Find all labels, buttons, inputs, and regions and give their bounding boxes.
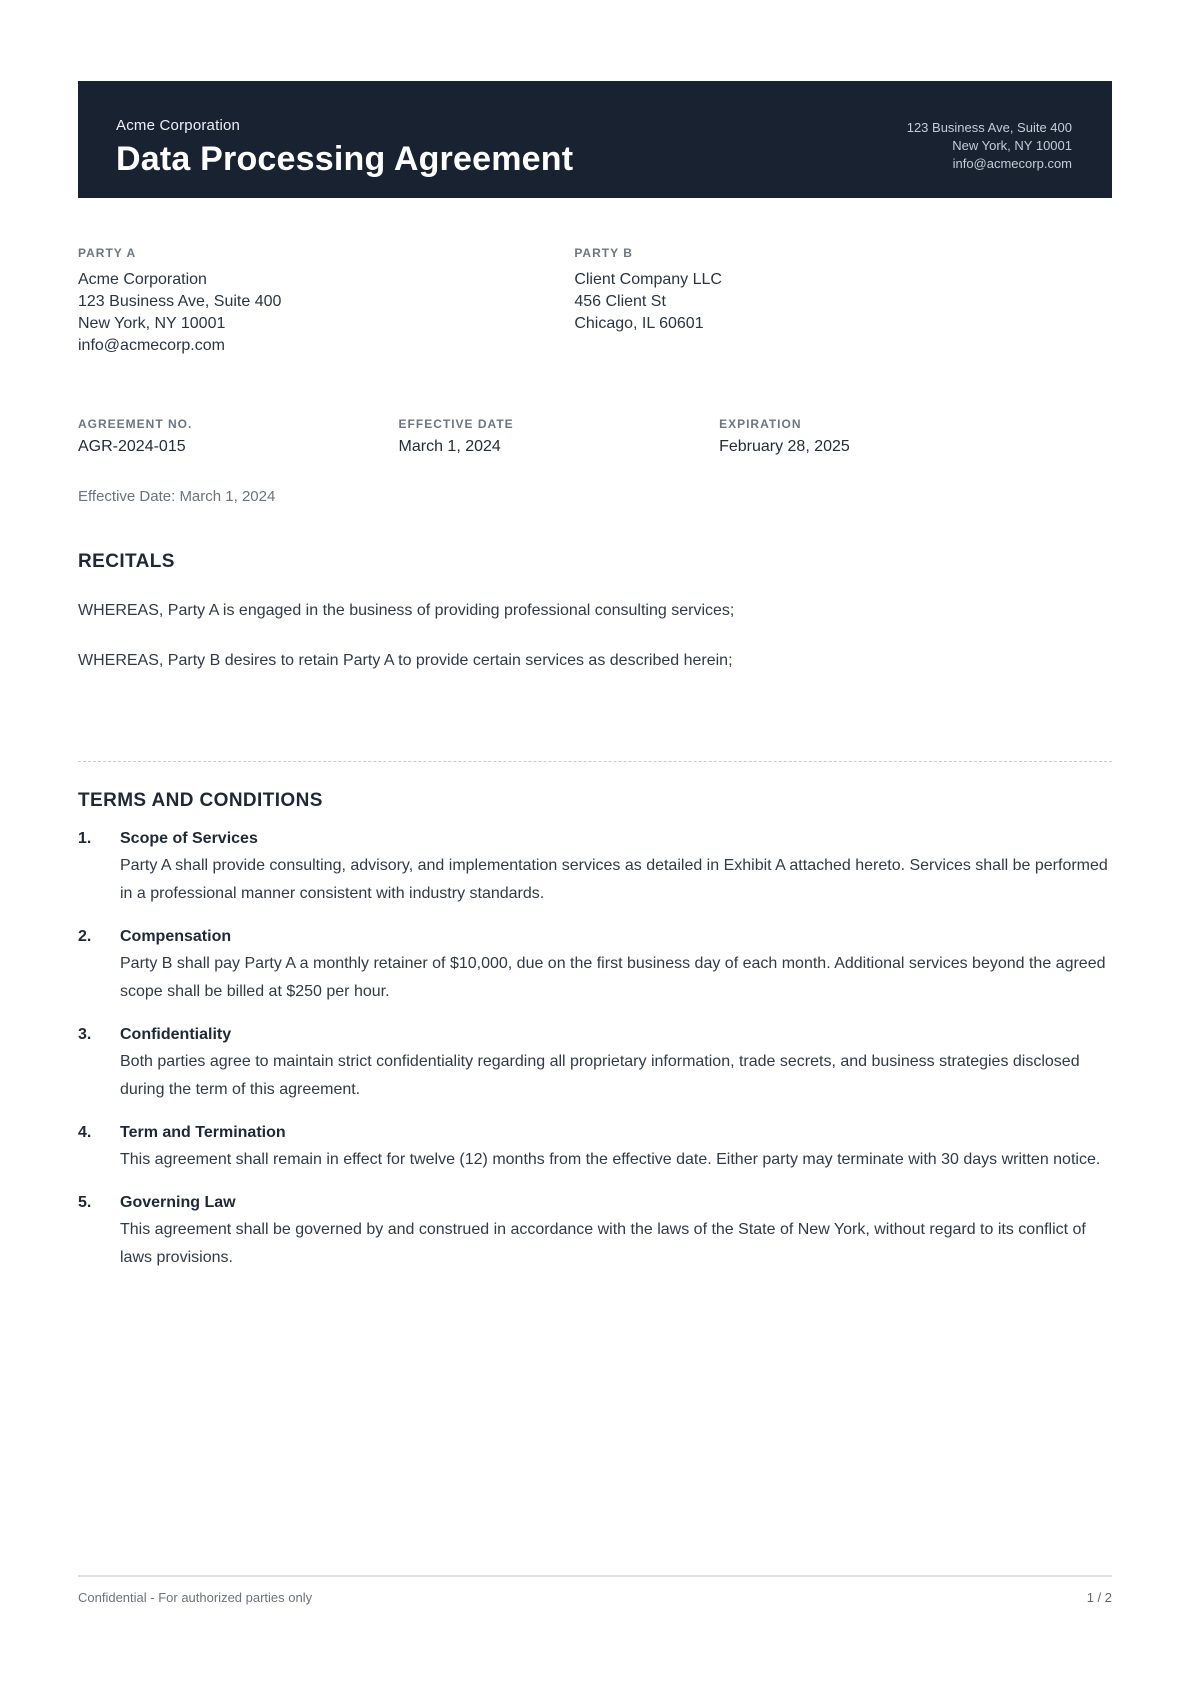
term-body: This agreement shall remain in effect for twelve (12) months from the effective date. Either party may terminate with 30 days written notice. bbox=[120, 1151, 1101, 1169]
recital-paragraph: WHEREAS, Party B desires to retain Party A to provide certain services as described herein; bbox=[78, 652, 733, 670]
effective-date-label: EFFECTIVE DATE bbox=[398, 417, 514, 432]
term-item-compensation bbox=[78, 926, 1112, 1006]
term-title: Scope of Services bbox=[120, 830, 258, 848]
header-address bbox=[907, 117, 1072, 174]
effective-date-cell bbox=[399, 417, 720, 456]
page-number: 1 / 2 bbox=[1086, 1590, 1112, 1605]
header-left bbox=[116, 117, 573, 178]
term-title: Compensation bbox=[120, 928, 232, 946]
confidentiality-notice: Confidential - For authorized parties only bbox=[78, 1590, 313, 1605]
party-a-block bbox=[78, 246, 574, 357]
term-body: Party B shall pay Party A a monthly retainer of $10,000, due on the first business day of each month. Additional services beyond the agreed scope shall be billed at $250 per hour. bbox=[120, 955, 1106, 1001]
term-number: 4. bbox=[78, 1124, 92, 1142]
party-a-name: Acme Corporation bbox=[78, 271, 207, 289]
effective-date-note: Effective Date: March 1, 2024 bbox=[78, 488, 276, 506]
term-title: Governing Law bbox=[120, 1194, 236, 1212]
address-line: info@acmecorp.com bbox=[952, 156, 1072, 172]
expiration-cell bbox=[719, 417, 1040, 456]
effective-date-value: March 1, 2024 bbox=[398, 438, 501, 456]
term-item-governing-law bbox=[78, 1192, 1112, 1272]
agreement-meta-section bbox=[78, 417, 1112, 456]
term-body: This agreement shall be governed by and construed in accordance with the laws of the State of New York, without regard to its conflict of laws provisions. bbox=[120, 1221, 1086, 1267]
party-b-city: Chicago, IL 60601 bbox=[574, 315, 704, 333]
term-item-termination bbox=[78, 1122, 1112, 1174]
term-title: Confidentiality bbox=[120, 1026, 232, 1044]
term-number: 2. bbox=[78, 928, 92, 946]
agreement-number-label: AGREEMENT NO. bbox=[78, 417, 193, 432]
term-number: 1. bbox=[78, 830, 92, 848]
document-header bbox=[78, 81, 1112, 198]
address-line: New York, NY 10001 bbox=[952, 138, 1072, 154]
party-b-block bbox=[574, 246, 1112, 357]
terms-heading: TERMS AND CONDITIONS bbox=[78, 790, 323, 812]
recital-paragraph: WHEREAS, Party A is engaged in the business of providing professional consulting services; bbox=[78, 602, 735, 620]
expiration-value: February 28, 2025 bbox=[719, 438, 850, 456]
party-a-city: New York, NY 10001 bbox=[78, 315, 226, 333]
parties-section bbox=[78, 246, 1112, 357]
term-number: 5. bbox=[78, 1194, 92, 1212]
term-body: Party A shall provide consulting, advisory, and implementation services as detailed in Exhibit A attached hereto. Services shall be performed in a professional manner consistent with industry standards. bbox=[120, 857, 1108, 903]
party-b-name: Client Company LLC bbox=[574, 271, 722, 289]
document-footer bbox=[78, 1575, 1112, 1605]
term-item-scope bbox=[78, 828, 1112, 908]
section-divider bbox=[78, 761, 1112, 762]
company-name: Acme Corporation bbox=[116, 117, 241, 134]
recitals-heading: RECITALS bbox=[78, 551, 175, 573]
terms-list bbox=[78, 828, 1112, 1290]
document-title: Data Processing Agreement bbox=[116, 140, 574, 178]
party-b-address: 456 Client St bbox=[574, 293, 666, 311]
party-a-address: 123 Business Ave, Suite 400 bbox=[78, 293, 282, 311]
expiration-label: EXPIRATION bbox=[719, 417, 802, 432]
term-number: 3. bbox=[78, 1026, 92, 1044]
term-item-confidentiality bbox=[78, 1024, 1112, 1104]
address-line: 123 Business Ave, Suite 400 bbox=[906, 120, 1072, 135]
agreement-number-cell bbox=[78, 417, 399, 456]
party-a-label: PARTY A bbox=[78, 246, 137, 261]
term-title: Term and Termination bbox=[120, 1124, 286, 1142]
agreement-number-value: AGR-2024-015 bbox=[78, 438, 186, 456]
party-b-label: PARTY B bbox=[574, 246, 633, 261]
term-body: Both parties agree to maintain strict confidentiality regarding all proprietary information, trade secrets, and business strategies disclosed during the term of this agreement. bbox=[120, 1053, 1080, 1099]
party-a-email: info@acmecorp.com bbox=[78, 337, 225, 355]
